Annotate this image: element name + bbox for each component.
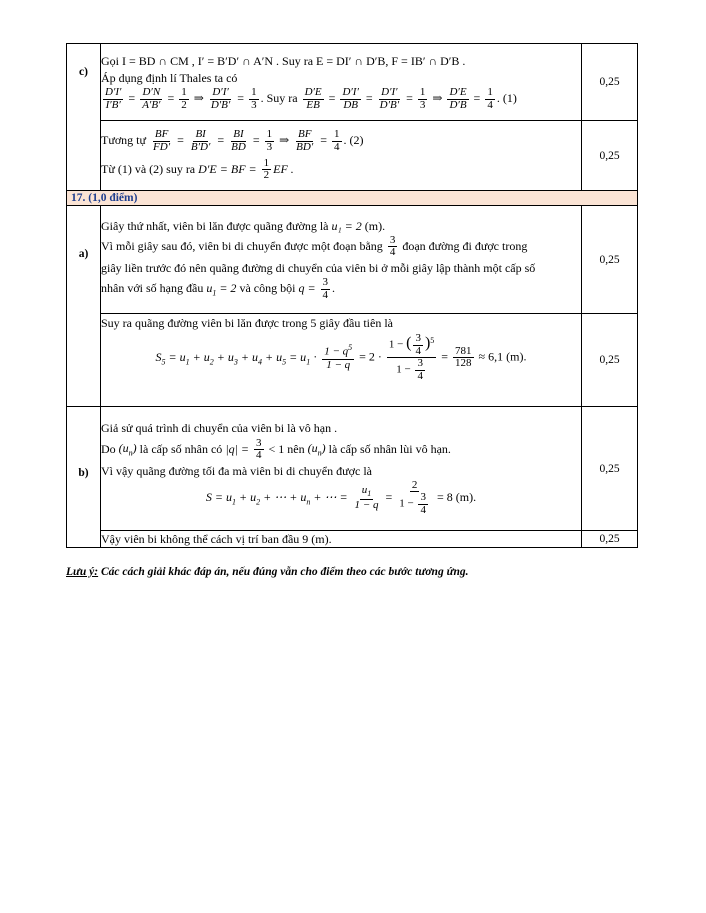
part-a-formula: $S_5 = u_1 + u_2 + u_3 + u_4 + u_5 = u_1$ · $\frac{1 - q^5}{1 - q}$ = 2 · 1 − ( $\frac{3}{4}$ )$^5$ 1 − $\frac{3}{4}$ = $\frac{781}{128}$ ≈ 6,1 (m). [155,332,527,382]
part-a-line-3: giây liền trước đó nên quãng đường di chuyển của viên bi ở mỗi giây lập thành một cấp số [101,261,536,275]
part-b-line-2-end: là cấp số nhân lùi vô hạn. [328,441,451,456]
part-a-line-4: nhân với số hạng đầu $u_1 = 2$ và công bội q = $\frac{3}{4}$ . [101,276,336,301]
part-b-formula-result: = 8 (m). [436,489,477,504]
part-b-line-2-mid2: nên [287,441,305,456]
part-a-line-1 [101,218,581,234]
section-17-title: 17. (1,0 điểm) [67,191,638,206]
part-a-content-1 [101,206,582,314]
part-c-line-2: Áp dụng định lí Thales ta có [101,70,238,85]
part-a-line-2-start: Vì mỗi giây sau đó, viên bi di chuyển được một đoạn bằng [101,238,383,253]
part-a-line-5: Suy ra quãng đường viên bi lăn được trong 5 giây đầu tiên là [101,316,393,330]
part-a-line-4-start: nhân với số hạng đầu [101,280,204,295]
part-b-line-2-start: Do [101,441,116,456]
part-c-row-1 [67,44,638,121]
part-a-row-1 [67,206,638,314]
part-c-row-2 [67,121,638,191]
part-a-line-4-mid: và công bội [239,280,296,295]
part-c-line-4-end: . (2) [343,133,364,148]
part-b-formula: $S = u_1 + u_2$ + ⋯ + $u_n$ + ⋯ = $\frac{u_1}{1 - q}$ = 2 1 − $\frac{3}{4}$ = 8 (m). [205,478,477,516]
part-a-line-1-eq: u₁ = 2 [331,218,362,233]
part-c-line-3-mid: Suy ra [266,90,298,105]
section-17-header [67,191,638,206]
part-a-line-1-start: Giây thứ nhất, viên bi lăn được quãng đường là [101,218,329,233]
part-b-line-3: Vì vậy quãng đường tối đa mà viên bi di chuyển được là [101,463,372,478]
part-a-line-2-end: đoạn đường đi được trong [402,238,528,253]
part-a-line-1-unit: (m). [364,218,386,233]
part-b-row-1 [67,407,638,531]
part-b-row-2 [67,531,638,548]
part-b-score-1: 0,25 [582,407,638,531]
answer-table [66,43,638,548]
part-b-label: b) [67,407,101,548]
footnote [66,566,468,578]
part-c-line-3-end: . (1) [496,90,517,105]
part-c-score-2: 0,25 [582,121,638,191]
footnote-text: Các cách giải khác đáp án, nếu đúng vẫn cho điểm theo các bước tương ứng. [98,566,469,578]
part-c-line-1: Gọi I = BD ∩ CM , I′ = B′D′ ∩ A′N . Suy ra E = DI′ ∩ D′B, F = IB′ ∩ D′B . [101,53,466,68]
part-c-score-1: 0,25 [582,44,638,121]
part-c-content-2 [101,121,582,191]
part-a-score-2: 0,25 [582,314,638,407]
part-c-line-4-start: Tương tự [101,133,147,148]
part-b-line-1: Giả sử quá trình di chuyển của viên bi là vô hạn . [101,421,338,436]
part-b-content-1 [101,407,582,531]
footnote-prefix: Lưu ý: [66,566,99,578]
part-c-line-5-tail: EF . [273,161,294,176]
part-c-line-5: Từ (1) và (2) suy ra D′E = BF = $\frac{1}{2}$ EF . [101,156,294,182]
part-b-line-2-mid: là cấp số nhân có [139,441,223,456]
part-b-line-4: Vậy viên bi không thể cách vị trí ban đầu 9 (m). [101,531,582,548]
part-c-label: c) [67,44,101,191]
part-a-content-2 [101,314,582,407]
part-a-line-2: Vì mỗi giây sau đó, viên bi di chuyển được một đoạn bằng $\frac{3}{4}$ đoạn đường đi được trong [101,233,528,259]
part-b-line-2: Do $(u_n)$ là cấp số nhân có |q| = $\frac{3}{4}$ < 1 nên $(u_n)$ là cấp số nhân lùi vô hạn. [101,436,451,462]
part-c-line-5-start: Từ (1) và (2) suy ra [101,161,196,176]
part-a-score-1: 0,25 [582,206,638,314]
part-c-line-4: Tương tự $\frac{BF}{FD'}$ = $\frac{BI}{B'D'}$ = $\frac{BI}{BD}$ = $\frac{1}{3}$ ⇒ $\frac{BF}{BD'}$ = $\frac{1}{4}$ . (2) [101,128,364,153]
part-c-content-1 [101,44,582,121]
part-c-line-3: $\frac{D'I'}{I'B'}$ = $\frac{D'N}{A'B'}$ = $\frac{1}{2}$ ⇒ $\frac{D'I'}{D'B'}$ = $\frac{1}{3}$ . Suy ra $\frac{D'E}{EB}$ = $\frac{D'I'}{DB}$ = $\frac{D'I'}{D'B'}$ = $\frac{1}{3}$ ⇒ $\frac{D'E}{D'B}$ = $\frac{1}{4}$ . (1) [105,86,517,111]
part-c-line-5-eq: D′E = BF = [198,161,257,176]
part-b-score-2: 0,25 [582,531,638,548]
part-a-formula-result: ≈ 6,1 (m). [478,349,527,364]
part-a-row-2 [67,314,638,407]
part-a-label: a) [67,206,101,407]
